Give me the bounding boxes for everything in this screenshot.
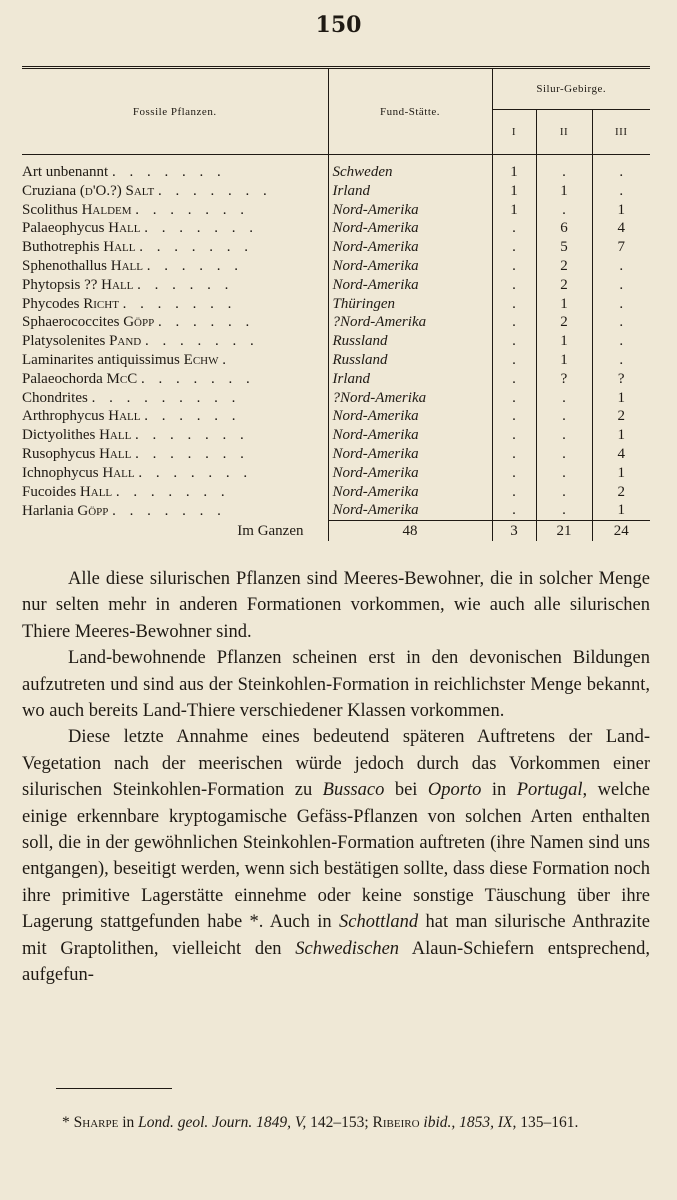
p3-text: bei xyxy=(384,780,428,801)
header-col-i: I xyxy=(492,110,536,155)
leader-dots: . . . . . . xyxy=(157,314,255,331)
locality: Irland xyxy=(328,370,492,389)
count-ii: . xyxy=(536,163,592,182)
count-i: . xyxy=(492,426,536,445)
table-row xyxy=(22,483,650,502)
footnote-rule xyxy=(56,1088,172,1089)
count-i: . xyxy=(492,295,536,314)
leader-dots: . . . . . . . xyxy=(158,182,272,199)
page-number: 150 xyxy=(315,12,362,38)
count-iii: 4 xyxy=(592,219,650,238)
plant-genus: Dictyolithes xyxy=(22,427,96,444)
table-body xyxy=(22,155,650,542)
plant-genus: Palaeochorda xyxy=(22,370,103,387)
locality: Nord-Amerika xyxy=(328,201,492,220)
count-ii: 6 xyxy=(536,219,592,238)
p3-text: Diese letzte Annahme eines bedeutend späteren Auftretens der Land-Vegetation nach der meerischen würde jedoch durch das Vorkommen einer silurischen Steinkohlen-Formation zu xyxy=(22,727,650,801)
plant-author: McC xyxy=(106,370,138,387)
count-iii: . xyxy=(592,295,650,314)
plant-name xyxy=(22,483,328,502)
plant-name xyxy=(22,163,328,182)
p3-text: , welche einige erkennbare kryptogamische Gefäss-Pflanzen von solchen Arten enthalten soll, die in der gewöhnlichen Steinkohlen-Formation auftreten (ihre Namen sind uns entgangen), beseitigt werden, wenn sich bestätigen sollte, dass diese Formation noch ihre primitive Lagerstätte einnehme oder keine sonstige Täuschung über ihre Lagerung stattgefunden habe *. Auch in xyxy=(22,780,650,933)
table-row xyxy=(22,276,650,295)
count-i: . xyxy=(492,483,536,502)
plant-name xyxy=(22,219,328,238)
p3-text: Alaun-Schiefern entsprechend, aufgefun- xyxy=(22,938,650,986)
count-iii: . xyxy=(592,257,650,276)
table-row xyxy=(22,426,650,445)
locality: Nord-Amerika xyxy=(328,445,492,464)
footnote-text: 142–153; xyxy=(306,1114,373,1131)
plant-genus: Arthrophycus xyxy=(22,408,105,425)
plant-author: Haldem xyxy=(81,201,132,218)
plant-author: Hall xyxy=(101,276,134,293)
header-col-iii: III xyxy=(592,110,650,155)
plant-author: d'O.?) Salt xyxy=(84,182,155,199)
plant-name xyxy=(22,201,328,220)
leader-dots: . . . . . . . xyxy=(139,239,253,256)
plant-genus: Rusophycus xyxy=(22,445,96,462)
count-iii: . xyxy=(592,276,650,295)
plant-author: Hall xyxy=(99,445,132,462)
table-row xyxy=(22,351,650,370)
plant-author: Pand xyxy=(109,333,142,350)
leader-dots: . . . . . . . xyxy=(122,295,237,312)
count-ii: 1 xyxy=(536,351,592,370)
count-ii: 5 xyxy=(536,238,592,257)
locality: Nord-Amerika xyxy=(328,464,492,483)
count-ii: . xyxy=(536,389,592,408)
plant-name xyxy=(22,501,328,520)
locality: Schweden xyxy=(328,163,492,182)
plant-genus: Fucoides xyxy=(22,483,77,500)
plant-name xyxy=(22,332,328,351)
plant-name xyxy=(22,389,328,408)
plant-genus: Phycodes xyxy=(22,295,80,312)
count-ii: 1 xyxy=(536,332,592,351)
locality: Nord-Amerika xyxy=(328,257,492,276)
footnote-author: Ribeiro xyxy=(372,1114,420,1131)
count-i: 1 xyxy=(492,163,536,182)
table-row xyxy=(22,238,650,257)
leader-dots: . . . . . . . xyxy=(140,370,255,387)
count-ii: . xyxy=(536,464,592,483)
table-row xyxy=(22,370,650,389)
count-i: 1 xyxy=(492,201,536,220)
plant-author: Hall xyxy=(108,220,141,237)
leader-dots: . . . . . . . . . xyxy=(91,389,241,406)
footnote xyxy=(22,1110,650,1136)
footnote-author: Sharpe xyxy=(73,1114,119,1131)
footnote-journal: Lond. geol. Journ. 1849, V, xyxy=(138,1114,307,1131)
total-label: Im Ganzen xyxy=(237,522,304,539)
count-iii: . xyxy=(592,351,650,370)
footnote-text: 135–161. xyxy=(516,1114,579,1131)
plant-author: Göpp xyxy=(77,502,109,519)
table-row xyxy=(22,464,650,483)
locality: ?Nord-Amerika xyxy=(328,389,492,408)
count-iii: 2 xyxy=(592,407,650,426)
locality: Nord-Amerika xyxy=(328,219,492,238)
count-i: . xyxy=(492,257,536,276)
locality: Nord-Amerika xyxy=(328,238,492,257)
locality: Nord-Amerika xyxy=(328,407,492,426)
total-iii: 24 xyxy=(592,521,650,542)
plant-genus: Phytopsis ?? xyxy=(22,276,98,293)
table-row xyxy=(22,313,650,332)
count-iii: 2 xyxy=(592,483,650,502)
term-schwedischen: Schwedischen xyxy=(295,938,400,959)
leader-dots: . . . . . . . xyxy=(135,201,250,218)
table-row xyxy=(22,389,650,408)
leader-dots: . . . . . . . xyxy=(115,483,230,500)
leader-dots: . xyxy=(222,351,231,368)
count-ii: 2 xyxy=(536,313,592,332)
count-i: . xyxy=(492,407,536,426)
footnote-text: in xyxy=(118,1114,139,1131)
plant-author: Hall xyxy=(99,427,132,444)
paragraph-2: Land-bewohnende Pflanzen scheinen erst in den devonischen Bildungen aufzutreten und sind aus der Steinkohlen-Formation in reichlichster Menge bekannt, wo auch bereits Land-Thiere verschiedener Klassen vorkommen. xyxy=(22,648,650,722)
plant-author: Göpp xyxy=(123,314,155,331)
count-ii: . xyxy=(536,483,592,502)
plant-genus: Platysolenites xyxy=(22,333,106,350)
count-iii: ? xyxy=(592,370,650,389)
count-ii: . xyxy=(536,501,592,520)
plant-name xyxy=(22,257,328,276)
table-row xyxy=(22,295,650,314)
place-portugal: Portugal xyxy=(516,780,583,801)
count-iii: 1 xyxy=(592,426,650,445)
footnote-journal: ibid., 1853, IX, xyxy=(419,1114,517,1131)
plant-author: Richt xyxy=(83,295,119,312)
plant-author: Hall xyxy=(110,257,143,274)
count-i: . xyxy=(492,332,536,351)
total-i: 3 xyxy=(492,521,536,542)
p3-text: in xyxy=(481,780,517,801)
count-i: . xyxy=(492,370,536,389)
count-iii: . xyxy=(592,182,650,201)
count-iii: . xyxy=(592,163,650,182)
count-iii: 1 xyxy=(592,389,650,408)
plant-name xyxy=(22,182,328,201)
plant-genus: Palaeophycus xyxy=(22,220,105,237)
table-row xyxy=(22,332,650,351)
count-i: . xyxy=(492,501,536,520)
count-iii: 1 xyxy=(592,201,650,220)
plant-name xyxy=(22,464,328,483)
count-ii: 1 xyxy=(536,182,592,201)
plant-genus: Scolithus xyxy=(22,201,78,218)
footnote-mark: * xyxy=(62,1114,70,1131)
leader-dots: . . . . . . . xyxy=(135,427,249,444)
leader-dots: . . . . . . . xyxy=(145,333,259,350)
count-i: . xyxy=(492,445,536,464)
paragraph-1: Alle diese silurischen Pflanzen sind Meeres-Bewohner, die in solcher Menge nur selten mehr in anderen Formationen vorkommen, wie auch alle silurischen Thiere Meeres-Bewohner sind. xyxy=(22,569,650,642)
locality: Nord-Amerika xyxy=(328,501,492,520)
plant-author: Hall xyxy=(79,483,113,500)
place-schottland: Schottland xyxy=(338,912,419,933)
table-row xyxy=(22,445,650,464)
count-iii: . xyxy=(592,313,650,332)
count-ii: . xyxy=(536,445,592,464)
plant-genus: Art unbenannt xyxy=(22,164,109,180)
plant-name xyxy=(22,295,328,314)
plant-author: Hall xyxy=(102,464,135,481)
count-iii: 1 xyxy=(592,501,650,520)
count-i: . xyxy=(492,313,536,332)
plant-genus: Laminarites antiquissimus xyxy=(22,351,180,368)
plant-name xyxy=(22,370,328,389)
plant-genus: Buthotrephis xyxy=(22,239,100,256)
count-ii: . xyxy=(536,201,592,220)
locality: Irland xyxy=(328,182,492,201)
locality: Nord-Amerika xyxy=(328,426,492,445)
body-text xyxy=(22,566,650,989)
locality: Nord-Amerika xyxy=(328,276,492,295)
plant-genus: Sphaerococcites xyxy=(22,314,120,331)
total-row xyxy=(22,521,650,542)
count-ii: . xyxy=(536,407,592,426)
locality: Thüringen xyxy=(328,295,492,314)
locality: ?Nord-Amerika xyxy=(328,313,492,332)
count-i: . xyxy=(492,219,536,238)
plant-genus: Chondrites xyxy=(22,389,88,406)
count-iii: 4 xyxy=(592,445,650,464)
place-oporto: Oporto xyxy=(427,780,482,801)
plant-genus: Cruziana ( xyxy=(22,182,85,199)
plant-name xyxy=(22,407,328,426)
header-locality: Fund-Stätte. xyxy=(328,68,492,155)
plant-genus: Sphenothallus xyxy=(22,257,107,274)
count-ii: 2 xyxy=(536,276,592,295)
count-i: . xyxy=(492,276,536,295)
table-row xyxy=(22,501,650,520)
locality: Russland xyxy=(328,332,492,351)
total-ii: 21 xyxy=(536,521,592,542)
table-row xyxy=(22,407,650,426)
count-iii: 7 xyxy=(592,238,650,257)
total-all: 48 xyxy=(328,521,492,542)
plant-name xyxy=(22,276,328,295)
plant-author: Hall xyxy=(103,239,136,256)
locality: Nord-Amerika xyxy=(328,483,492,502)
count-ii: 1 xyxy=(536,295,592,314)
count-i: . xyxy=(492,238,536,257)
table-row xyxy=(22,201,650,220)
plant-author: Echw xyxy=(183,351,219,368)
place-bussaco: Bussaco xyxy=(322,780,385,801)
count-i: . xyxy=(492,464,536,483)
leader-dots: . . . . . . xyxy=(137,276,234,293)
count-ii: . xyxy=(536,426,592,445)
p3-text: hat man silurische Anthrazite mit Graptolithen, vielleicht den xyxy=(22,912,650,959)
count-i: . xyxy=(492,389,536,408)
paragraph-3 xyxy=(22,724,650,988)
header-col-ii: II xyxy=(536,110,592,155)
plant-author: Hall xyxy=(108,408,141,425)
locality: Russland xyxy=(328,351,492,370)
plant-genus: Ichnophycus xyxy=(22,464,99,481)
count-i: . xyxy=(492,351,536,370)
leader-dots: . . . . . . . xyxy=(135,445,249,462)
fossil-plants-table xyxy=(22,66,650,541)
plant-name xyxy=(22,238,328,257)
plant-name xyxy=(22,313,328,332)
count-ii: 2 xyxy=(536,257,592,276)
leader-dots: . . . . . . . xyxy=(138,464,253,481)
leader-dots: . . . . . . xyxy=(144,408,241,425)
table-row xyxy=(22,163,650,182)
header-silur-group: Silur-Gebirge. xyxy=(492,68,650,110)
table-row xyxy=(22,219,650,238)
header-plants: Fossile Pflanzen. xyxy=(22,68,328,155)
plant-name xyxy=(22,426,328,445)
table-row xyxy=(22,182,650,201)
table-row xyxy=(22,257,650,276)
count-i: 1 xyxy=(492,182,536,201)
count-iii: . xyxy=(592,332,650,351)
leader-dots: . . . . . . xyxy=(146,257,243,274)
leader-dots: . . . . . . . xyxy=(112,502,226,519)
count-iii: 1 xyxy=(592,464,650,483)
count-ii: ? xyxy=(536,370,592,389)
leader-dots: . . . . . . . xyxy=(111,164,226,180)
plant-genus: Harlania xyxy=(22,502,74,519)
plant-name xyxy=(22,445,328,464)
plant-name xyxy=(22,351,328,370)
leader-dots: . . . . . . . xyxy=(144,220,258,237)
